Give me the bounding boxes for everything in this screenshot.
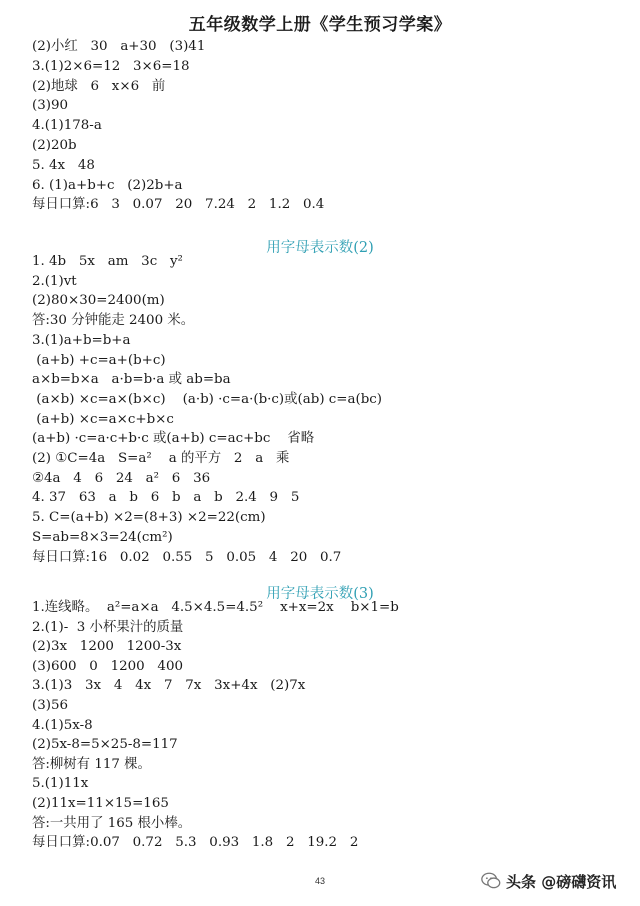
answer-line: ②4a 4 6 24 a² 6 36 [32, 470, 211, 486]
answer-line: (2)地球 6 x×6 前 [32, 78, 166, 94]
answer-line: 4.(1)178-a [32, 118, 102, 134]
answer-line: (2)11x=11×15=165 [32, 796, 169, 811]
answer-line: (a+b) ·c=a·c+b·c 或(a+b) c=ac+bc 省略 [32, 431, 315, 447]
answer-line: 答:一共用了 165 根小棒。 [32, 815, 192, 831]
answer-line: 1.连线略。 a²=a×a 4.5×4.5=4.5² x+x=2x b×1=b [32, 600, 399, 615]
answer-line: S=ab=8×3=24(cm²) [32, 529, 173, 545]
section-heading-3: 用字母表示数(3) [266, 586, 374, 602]
answer-line: 答:柳树有 117 棵。 [32, 756, 151, 772]
answer-line: 5. 4x 48 [32, 157, 95, 173]
answer-line: (2)3x 1200 1200-3x [32, 639, 182, 655]
answer-line: (2)80×30=2400(m) [32, 293, 165, 309]
answer-line: 5. C=(a+b) ×2=(8+3) ×2=22(cm) [32, 510, 266, 526]
watermark-text: 头条 @磅礴资讯 [506, 872, 617, 891]
answer-line: (2)20b [32, 138, 77, 153]
answer-line: 6. (1)a+b+c (2)2b+a [32, 177, 183, 193]
answer-line: 3.(1)3 3x 4 4x 7 7x 3x+4x (2)7x [32, 678, 306, 694]
answer-line: a×b=b×a a·b=b·a 或 ab=ba [32, 372, 231, 388]
answer-line: (2)小红 30 a+30 (3)41 [32, 39, 206, 54]
section-heading-2: 用字母表示数(2) [266, 240, 374, 256]
answer-line: 4.(1)5x-8 [32, 717, 93, 733]
page-number: 43 [314, 876, 325, 886]
answer-line: 3.(1)2×6=12 3×6=18 [32, 58, 190, 74]
page-title: 五年级数学上册《学生预习学案》 [188, 15, 452, 35]
answer-line: (3)90 [32, 98, 69, 114]
answer-line: 答:30 分钟能走 2400 米。 [32, 313, 195, 329]
watermark [480, 868, 616, 894]
answer-line: (2) ①C=4a S=a² a 的平方 2 a 乘 [32, 451, 290, 466]
answer-line: (3)56 [32, 698, 69, 713]
answer-line: 2.(1)vt [32, 273, 77, 289]
answer-line: 每日口算:0.07 0.72 5.3 0.93 1.8 2 19.2 2 [32, 835, 359, 851]
answer-line: (a×b) ×c=a×(b×c) (a·b) ·c=a·(b·c)或(ab) c=a(bc) [32, 391, 383, 407]
answer-line: 每日口算:6 3 0.07 20 7.24 2 1.2 0.4 [32, 197, 325, 213]
answer-line: 1. 4b 5x am 3c y² [32, 254, 183, 269]
answer-line: 3.(1)a+b=b+a [32, 332, 131, 348]
answer-line: (3)600 0 1200 400 [32, 658, 183, 674]
answer-line: (a+b) +c=a+(b+c) [32, 352, 166, 368]
answer-line: 每日口算:16 0.02 0.55 5 0.05 4 20 0.7 [32, 549, 342, 565]
answer-line: 4. 37 63 a b 6 b a b 2.4 9 5 [32, 490, 300, 506]
answer-line: 2.(1)- 3 小杯果汁的质量 [32, 619, 184, 635]
answer-line: (a+b) ×c=a×c+b×c [32, 411, 174, 427]
wechat-icon [480, 870, 502, 892]
answer-line: (2)5x-8=5×25-8=117 [32, 737, 178, 753]
answer-line: 5.(1)11x [32, 776, 89, 792]
